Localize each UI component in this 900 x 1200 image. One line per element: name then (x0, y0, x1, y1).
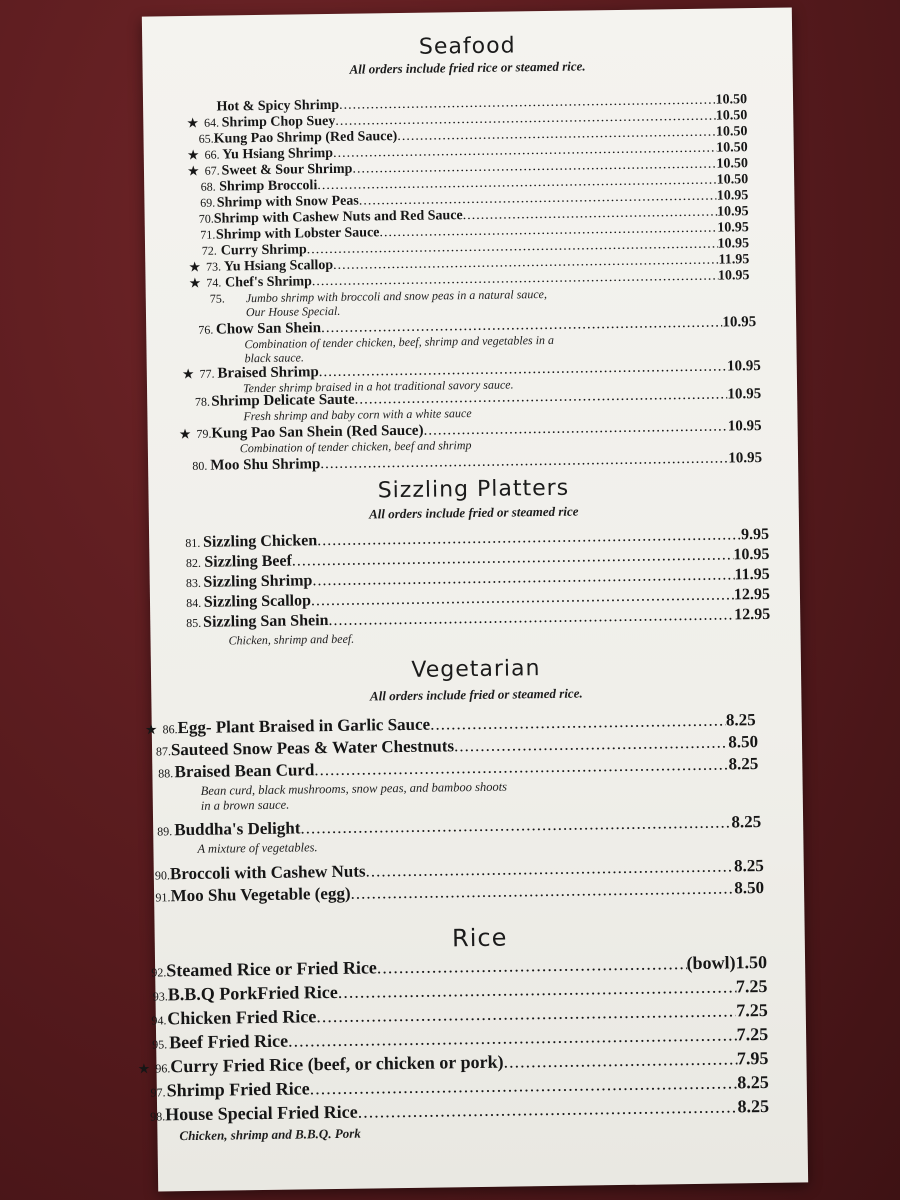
section-note-vegetarian: All orders include fried or steamed rice. (369, 685, 583, 704)
item-description: Fresh shrimp and baby corn with a white sauce (243, 406, 472, 424)
menu-item-yu-hsiang-scallop: ★ 73. Yu Hsiang Scallop ..... 11.95 (189, 252, 749, 276)
item-description: Combination of tender chicken, beef and shrimp (239, 438, 472, 456)
menu-item-sizzling-chicken: 81. Sizzling Chicken ..... 9.95 (173, 526, 769, 552)
item-description: Chicken, shrimp and beef. (228, 631, 355, 648)
menu-item-shrimp-fried-rice: 97. Shrimp Fried Rice ..... 8.25 (139, 1072, 769, 1102)
menu-item-moo-shu-shrimp: 80. Moo Shu Shrimp ..... 10.95 (180, 450, 762, 475)
menu-item-hot-spicy-shrimp: Hot & Spicy Shrimp ..... 10.50 (187, 92, 747, 116)
section-title-sizzling: Sizzling Platters (377, 475, 570, 504)
menu-item-sauteed-snow-peas: 87. Sauteed Snow Peas & Water Chestnuts ..... 8.50 (146, 732, 758, 761)
menu-item-curry-shrimp: 72. Curry Shrimp ..... 10.95 (189, 236, 749, 260)
item-description: A mixture of vegetables. (197, 840, 318, 856)
item-description: Jumbo shrimp with broccoli and snow peas in a natural sauce, (245, 286, 548, 306)
menu-item-sizzling-shrimp: 83. Sizzling Shrimp ..... 11.95 (174, 566, 770, 592)
item-description: Tender shrimp braised in a hot traditional savory sauce. (242, 377, 514, 396)
section-note-seafood: All orders include fried rice or steamed rice. (349, 58, 586, 77)
menu-item-sizzling-scallop: 84. Sizzling Scallop ..... 12.95 (174, 586, 770, 612)
menu-item-beef-fried-rice: 95. Beef Fried Rice ..... 7.25 (140, 1024, 768, 1054)
menu-item-chefs-shrimp: ★ 74. Chef's Shrimp ..... 10.95 (189, 268, 749, 292)
menu-item-shrimp-lobster-sauce: 71. Shrimp with Lobster Sauce ..... 10.95 (189, 220, 749, 244)
menu-item-chicken-fried-rice: 94. Chicken Fried Rice ..... 7.25 (140, 1000, 768, 1030)
menu-item-chow-san-shein: 76. Chow San Shein ..... 10.95 (186, 314, 756, 339)
menu-item-sweet-sour-shrimp: ★ 67. Sweet & Sour Shrimp ..... 10.50 (188, 156, 748, 180)
menu-item-steamed-rice: 92. Steamed Rice or Fried Rice ..... (bowl)1.50 (141, 952, 767, 982)
menu-item-curry-fried-rice: ★ 96. Curry Fried Rice (beef, or chicken or pork) ..... 7.95 (138, 1048, 768, 1078)
section-title-seafood: Seafood (418, 33, 516, 60)
menu-item-bbq-pork-fried-rice: 93. B.B.Q PorkFried Rice ..... 7.25 (141, 976, 767, 1006)
menu-item-broccoli-cashew: 90. Broccoli with Cashew Nuts ..... 8.25 (144, 856, 764, 885)
menu-item-moo-shu-vegetable: 91. Moo Shu Vegetable (egg) ..... 8.50 (144, 878, 764, 907)
item-description: Combination of tender chicken, beef, shrimp and vegetables in a (244, 332, 555, 352)
item-description: Bean curd, black mushrooms, snow peas, and bamboo shoots (200, 779, 508, 798)
item-description: Our House Special. (245, 303, 341, 320)
item-description: in a brown sauce. (200, 797, 290, 813)
menu-item-sizzling-san-shein: 85. Sizzling San Shein ..... 12.95 (174, 606, 770, 632)
menu-page (138, 8, 808, 1192)
menu-item-kung-pao-san-shein: ★ 79. Kung Pao San Shein (Red Sauce) ..... 10.95 (180, 418, 762, 443)
menu-item-buddhas-delight: 89. Buddha's Delight ..... 8.25 (145, 812, 761, 841)
menu-item-braised-bean-curd: 88. Braised Bean Curd ..... 8.25 (146, 754, 758, 783)
menu-item-kung-pao-shrimp: 65. Kung Pao Shrimp (Red Sauce) ..... 10.50 (187, 124, 747, 148)
item-description: black sauce. (244, 350, 305, 366)
menu-item-shrimp-snow-peas: 69. Shrimp with Snow Peas ..... 10.95 (188, 188, 748, 212)
menu-item-egg-plant: ★ 86. Egg- Plant Braised in Garlic Sauce ..... 8.25 (146, 710, 756, 739)
menu-item-yu-hsiang-shrimp: ★ 66. Yu Hsiang Shrimp ..... 10.50 (188, 140, 748, 164)
section-title-rice: Rice (451, 923, 508, 953)
menu-item-sizzling-beef: 82. Sizzling Beef ..... 10.95 (173, 546, 769, 572)
menu-item-shrimp-broccoli: 68. Shrimp Broccoli ..... 10.50 (188, 172, 748, 196)
section-note-sizzling: All orders include fried or steamed rice (368, 503, 579, 522)
item-description: Chicken, shrimp and B.B.Q. Pork (179, 1125, 361, 1144)
menu-item-number-75: 75. (209, 291, 225, 306)
menu-item-shrimp-delicate-saute: 78. Shrimp Delicate Saute ..... 10.95 (183, 386, 761, 411)
menu-item-shrimp-cashew: 70. Shrimp with Cashew Nuts and Red Sauce ..... 10.95 (189, 204, 749, 228)
menu-item-shrimp-chop-suey: ★ 64. Shrimp Chop Suey ..... 10.50 (187, 108, 747, 132)
menu-item-house-special-fried-rice: 98. House Special Fried Rice ..... 8.25 (139, 1096, 769, 1126)
section-title-vegetarian: Vegetarian (411, 656, 541, 683)
menu-item-braised-shrimp: ★ 77. Braised Shrimp ..... 10.95 (183, 358, 761, 383)
